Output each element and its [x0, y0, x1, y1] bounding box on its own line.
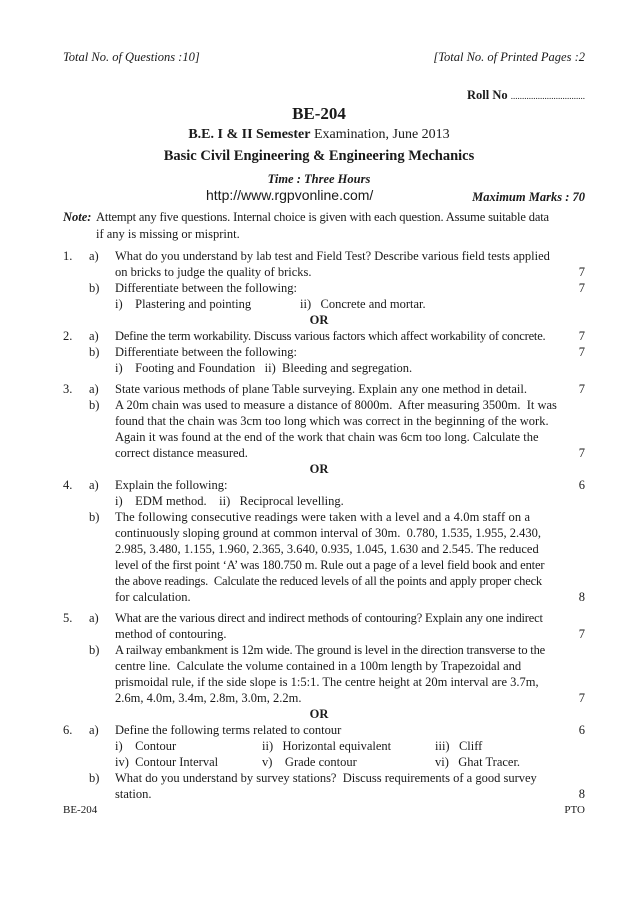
- or-divider: OR: [309, 462, 329, 476]
- q6b-marks: 8: [578, 787, 585, 801]
- q5a-line-1: What are the various direct and indirect methods of contouring? Explain any one indirect: [115, 611, 543, 625]
- note-label: Note:: [63, 210, 92, 224]
- subject-title: Basic Civil Engineering & Engineering Mechanics: [163, 148, 475, 164]
- q4b-line-3: 2.985, 3.480, 1.155, 1.960, 2.365, 3.640, 0.935, 1.045, 1.630 and 2.545. The reduced: [115, 542, 539, 556]
- q3a-marks: 7: [578, 382, 585, 396]
- q1b-marks: 7: [578, 281, 585, 295]
- q6a-term-contour: i) Contour: [115, 739, 177, 753]
- maximum-marks: Maximum Marks : 70: [472, 190, 585, 204]
- q3-number: 3.: [63, 382, 73, 396]
- q5a-label: a): [89, 611, 99, 625]
- roll-no-dots: .................................: [510, 91, 585, 101]
- q2b-line-1: Differentiate between the following:: [115, 345, 297, 359]
- q3a-line-1: State various methods of plane Table surveying. Explain any one method in detail.: [115, 382, 527, 396]
- q4b-line-4: level of the first point ‘A’ was 180.750 m. Rule out a page of a level field book and enter: [115, 558, 545, 572]
- or-divider: OR: [309, 707, 329, 721]
- q4-number: 4.: [63, 478, 73, 492]
- q1a-line-2: on bricks to judge the quality of bricks.: [115, 265, 312, 279]
- q6a-term-contour-interval: iv) Contour Interval: [115, 755, 219, 769]
- q3b-line-1: A 20m chain was used to measure a distance of 8000m. After measuring 3500m. It was: [115, 398, 557, 412]
- q1b-line-1: Differentiate between the following:: [115, 281, 297, 295]
- website-url: http://www.rgpvonline.com/: [206, 187, 374, 203]
- semester-line: [0, 127, 638, 143]
- q2b-marks: 7: [578, 345, 585, 359]
- total-pages: [Total No. of Printed Pages :2: [433, 50, 585, 64]
- q2a-marks: 7: [578, 329, 585, 343]
- q1a-label: a): [89, 249, 99, 263]
- q5b-marks: 7: [578, 691, 585, 705]
- q5a-line-2: method of contouring.: [115, 627, 227, 641]
- q1a-line-1: What do you understand by lab test and Field Test? Describe various field tests applied: [115, 249, 550, 263]
- roll-no: [467, 88, 585, 103]
- time-allowed: Time : Three Hours: [267, 172, 371, 186]
- q5b-line-1: A railway embankment is 12m wide. The ground is level in the direction transverse to the: [115, 643, 545, 657]
- q6-number: 6.: [63, 723, 73, 737]
- q5b-line-3: prismoidal rule, if the side slope is 1:5:1. The centre height at 20m interval are 3.7m,: [115, 675, 539, 689]
- note-line-1: Attempt any five questions. Internal choice is given with each question. Assume suitable data: [96, 210, 549, 224]
- footer-pto: PTO: [564, 804, 585, 816]
- q4b-label: b): [89, 510, 100, 524]
- q3b-label: b): [89, 398, 100, 412]
- q4a-marks: 6: [578, 478, 585, 492]
- q6a-term-ghat-tracer: vi) Ghat Tracer.: [435, 755, 521, 769]
- q3b-line-3: Again it was found at the end of the work that chain was 6cm too long. Calculate the: [115, 430, 539, 444]
- footer-code: BE-204: [63, 804, 98, 816]
- q1b-label: b): [89, 281, 100, 295]
- q3a-label: a): [89, 382, 99, 396]
- q4b-line-6: for calculation.: [115, 590, 191, 604]
- q3b-line-4: correct distance measured.: [115, 446, 248, 460]
- q1b-option-2: ii) Concrete and mortar.: [300, 297, 426, 311]
- q4b-line-5: the above readings. Calculate the reduced levels of all the points and apply proper check: [115, 574, 542, 588]
- q6a-line-1: Define the following terms related to contour: [115, 723, 342, 737]
- semester-rest: Examination, June 2013: [310, 127, 450, 142]
- roll-no-label: Roll No: [467, 88, 508, 102]
- q4b-line-1: The following consecutive readings were taken with a level and a 4.0m staff on a: [115, 510, 531, 524]
- q3b-marks: 7: [578, 446, 585, 460]
- q2a-label: a): [89, 329, 99, 343]
- q4a-label: a): [89, 478, 99, 492]
- q2b-label: b): [89, 345, 100, 359]
- q6b-line-1: What do you understand by survey stations? Discuss requirements of a good survey: [115, 771, 537, 785]
- q6a-marks: 6: [578, 723, 585, 737]
- or-divider: OR: [309, 313, 329, 327]
- q6a-term-horizontal-equivalent: ii) Horizontal equivalent: [262, 739, 392, 753]
- q4b-marks: 8: [578, 590, 585, 604]
- q5-number: 5.: [63, 611, 73, 625]
- q6b-label: b): [89, 771, 100, 785]
- q5a-marks: 7: [578, 627, 585, 641]
- paper-code: BE-204: [292, 104, 346, 123]
- q2a-line-1: Define the term workability. Discuss various factors which affect workability of concrete.: [115, 329, 546, 343]
- q4a-options: i) EDM method. ii) Reciprocal levelling.: [115, 494, 344, 508]
- q6a-term-cliff: iii) Cliff: [435, 739, 483, 753]
- q4b-line-2: continuously sloping ground at common interval of 30m. 0.780, 1.535, 1.955, 2.430,: [115, 526, 542, 540]
- q5b-line-2: centre line. Calculate the volume contained in a 100m length by Trapezoidal and: [115, 659, 522, 673]
- q6a-label: a): [89, 723, 99, 737]
- q5b-label: b): [89, 643, 100, 657]
- q1-number: 1.: [63, 249, 73, 263]
- total-questions: Total No. of Questions :10]: [63, 50, 200, 64]
- q6a-term-grade-contour: v) Grade contour: [262, 755, 357, 769]
- q2-number: 2.: [63, 329, 73, 343]
- q2b-options: i) Footing and Foundation ii) Bleeding and segregation.: [115, 361, 413, 375]
- q3b-line-2: found that the chain was 3cm too long which was correct in the beginning of the work.: [115, 414, 549, 428]
- semester-bold: B.E. I & II Semester: [188, 127, 311, 142]
- q6b-line-2: station.: [115, 787, 152, 801]
- note-line-2: if any is missing or misprint.: [96, 227, 240, 241]
- q5b-line-4: 2.6m, 4.0m, 3.4m, 2.8m, 3.0m, 2.2m.: [115, 691, 302, 705]
- q1a-marks: 7: [578, 265, 585, 279]
- q1b-option-1: i) Plastering and pointing: [115, 297, 252, 311]
- q4a-line-1: Explain the following:: [115, 478, 228, 492]
